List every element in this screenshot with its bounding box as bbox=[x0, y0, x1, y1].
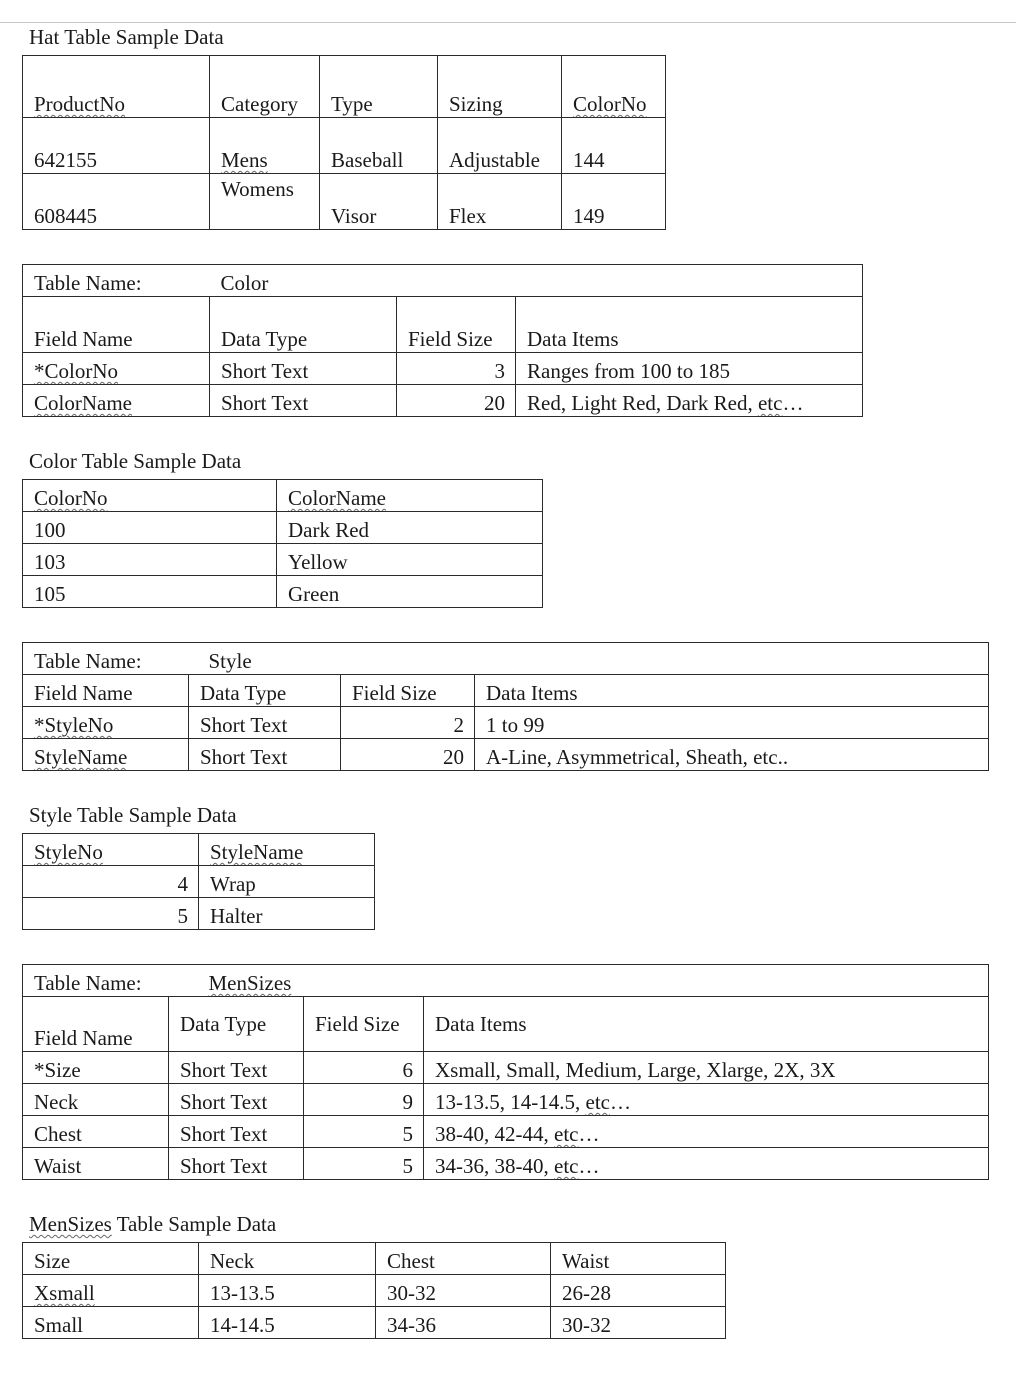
table-name-value: Style bbox=[189, 643, 341, 675]
cell: Green bbox=[277, 576, 543, 608]
cell: Mens bbox=[210, 118, 320, 174]
cell: Visor bbox=[320, 174, 438, 230]
blank-cell bbox=[475, 643, 989, 675]
header-data-items: Data Items bbox=[424, 997, 989, 1052]
header-styleno: StyleNo bbox=[23, 834, 199, 866]
cell: 2 bbox=[341, 707, 475, 739]
table-row bbox=[23, 544, 543, 576]
color-sample-caption: Color Table Sample Data bbox=[29, 449, 242, 473]
blank-cell bbox=[304, 965, 424, 997]
cell-text: *ColorNo bbox=[34, 359, 118, 383]
table-header-row bbox=[23, 480, 543, 512]
cell-text: Xsmall bbox=[34, 1281, 95, 1305]
cell: Short Text bbox=[169, 1052, 304, 1084]
header-field-size: Field Size bbox=[341, 675, 475, 707]
cell: Womens bbox=[210, 174, 320, 230]
cell: 144 bbox=[562, 118, 666, 174]
table-header-row bbox=[23, 834, 375, 866]
cell: Short Text bbox=[169, 1116, 304, 1148]
cell: Short Text bbox=[169, 1084, 304, 1116]
header-data-type: Data Type bbox=[210, 297, 397, 353]
header-sizing: Sizing bbox=[438, 56, 562, 118]
cell: 5 bbox=[304, 1116, 424, 1148]
table-name-row bbox=[23, 643, 989, 675]
cell: 26-28 bbox=[551, 1275, 726, 1307]
cell: Adjustable bbox=[438, 118, 562, 174]
cell: Wrap bbox=[199, 866, 375, 898]
cell: Chest bbox=[23, 1116, 169, 1148]
table-row bbox=[23, 1148, 989, 1180]
cell: 13-13.5 bbox=[199, 1275, 376, 1307]
cell: 5 bbox=[304, 1148, 424, 1180]
cell: 103 bbox=[23, 544, 277, 576]
cell: 100 bbox=[23, 512, 277, 544]
cell: Yellow bbox=[277, 544, 543, 576]
cell: Flex bbox=[438, 174, 562, 230]
table-header-row bbox=[23, 56, 666, 118]
table-row bbox=[23, 1052, 989, 1084]
style-sample-caption: Style Table Sample Data bbox=[29, 803, 237, 827]
cell: Short Text bbox=[189, 707, 341, 739]
cell: 105 bbox=[23, 576, 277, 608]
cell: 13-13.5, 14-14.5, etc… bbox=[424, 1084, 989, 1116]
style-sample-table bbox=[22, 833, 375, 930]
header-size: Size bbox=[23, 1243, 199, 1275]
style-definition-table bbox=[22, 642, 989, 771]
blank-cell bbox=[516, 265, 863, 297]
cell: 34-36 bbox=[376, 1307, 551, 1339]
cell-text: *StyleNo bbox=[34, 713, 114, 737]
cell: 4 bbox=[23, 866, 199, 898]
cell: Short Text bbox=[169, 1148, 304, 1180]
cell: Short Text bbox=[210, 385, 397, 417]
table-row bbox=[23, 118, 666, 174]
cell: Short Text bbox=[189, 739, 341, 771]
cell bbox=[23, 707, 189, 739]
color-definition-table bbox=[22, 264, 863, 417]
cell: Xsmall, Small, Medium, Large, Xlarge, 2X, 3X bbox=[424, 1052, 989, 1084]
table-row bbox=[23, 385, 863, 417]
table-header-row bbox=[23, 1243, 726, 1275]
mensizes-definition-table bbox=[22, 964, 989, 1180]
cell: Ranges from 100 to 185 bbox=[516, 353, 863, 385]
table-row bbox=[23, 739, 989, 771]
table-name-label: Table Name: bbox=[23, 643, 189, 675]
cell: Short Text bbox=[210, 353, 397, 385]
header-field-size: Field Size bbox=[397, 297, 516, 353]
cell bbox=[23, 1275, 199, 1307]
etc-text: etc bbox=[757, 391, 783, 415]
cell: 608445 bbox=[23, 174, 210, 230]
cell bbox=[23, 739, 189, 771]
table-row bbox=[23, 1307, 726, 1339]
cell: Waist bbox=[23, 1148, 169, 1180]
cell: 6 bbox=[304, 1052, 424, 1084]
header-field-size: Field Size bbox=[304, 997, 424, 1052]
cell: 149 bbox=[562, 174, 666, 230]
table-row bbox=[23, 1275, 726, 1307]
cell: A-Line, Asymmetrical, Sheath, etc.. bbox=[475, 739, 989, 771]
table-header-row bbox=[23, 297, 863, 353]
table-row bbox=[23, 707, 989, 739]
header-category: Category bbox=[210, 56, 320, 118]
table-row bbox=[23, 898, 375, 930]
header-data-type: Data Type bbox=[189, 675, 341, 707]
cell bbox=[23, 385, 210, 417]
page-top-rule bbox=[0, 22, 1016, 23]
table-name-row bbox=[23, 265, 863, 297]
table-row bbox=[23, 576, 543, 608]
hat-sample-table bbox=[22, 55, 666, 230]
table-name-label: Table Name: bbox=[23, 265, 210, 297]
table-name-value: Color bbox=[210, 265, 397, 297]
header-colorno: ColorNo bbox=[562, 56, 666, 118]
cell: 30-32 bbox=[551, 1307, 726, 1339]
header-stylename: StyleName bbox=[199, 834, 375, 866]
cell: 9 bbox=[304, 1084, 424, 1116]
header-field-name: Field Name bbox=[23, 997, 169, 1052]
cell: 642155 bbox=[23, 118, 210, 174]
cell: 3 bbox=[397, 353, 516, 385]
cell: 34-36, 38-40, etc… bbox=[424, 1148, 989, 1180]
blank-cell bbox=[341, 643, 475, 675]
cell: Baseball bbox=[320, 118, 438, 174]
cell: *Size bbox=[23, 1052, 169, 1084]
cell: 14-14.5 bbox=[199, 1307, 376, 1339]
header-field-name: Field Name bbox=[23, 297, 210, 353]
header-waist: Waist bbox=[551, 1243, 726, 1275]
header-colorno: ColorNo bbox=[23, 480, 277, 512]
header-neck: Neck bbox=[199, 1243, 376, 1275]
table-row bbox=[23, 174, 666, 230]
table-header-row bbox=[23, 997, 989, 1052]
blank-cell bbox=[424, 965, 989, 997]
cell: Dark Red bbox=[277, 512, 543, 544]
header-data-items: Data Items bbox=[475, 675, 989, 707]
etc-text: etc bbox=[585, 1090, 610, 1114]
cell: 20 bbox=[341, 739, 475, 771]
etc-text: etc bbox=[554, 1122, 579, 1146]
table-row bbox=[23, 353, 863, 385]
table-header-row bbox=[23, 675, 989, 707]
mensizes-sample-caption: MenSizes Table Sample Data bbox=[29, 1212, 277, 1236]
cell: 1 to 99 bbox=[475, 707, 989, 739]
table-row bbox=[23, 1084, 989, 1116]
header-type: Type bbox=[320, 56, 438, 118]
table-name-row bbox=[23, 965, 989, 997]
header-data-items: Data Items bbox=[516, 297, 863, 353]
mensizes-sample-table bbox=[22, 1242, 726, 1339]
etc-text: etc bbox=[554, 1154, 579, 1178]
cell: Small bbox=[23, 1307, 199, 1339]
table-row bbox=[23, 512, 543, 544]
cell: 5 bbox=[23, 898, 199, 930]
cell: 30-32 bbox=[376, 1275, 551, 1307]
header-chest: Chest bbox=[376, 1243, 551, 1275]
blank-cell bbox=[397, 265, 516, 297]
table-name-label: Table Name: bbox=[23, 965, 169, 997]
cell: Halter bbox=[199, 898, 375, 930]
cell: Red, Light Red, Dark Red, etc… bbox=[516, 385, 863, 417]
cell-text: StyleName bbox=[34, 745, 128, 769]
cell: 20 bbox=[397, 385, 516, 417]
cell: 38-40, 42-44, etc… bbox=[424, 1116, 989, 1148]
table-row bbox=[23, 1116, 989, 1148]
cell-text: ColorName bbox=[34, 391, 132, 415]
header-productno: ProductNo bbox=[23, 56, 210, 118]
table-name-value: MenSizes bbox=[169, 965, 304, 997]
table-row bbox=[23, 866, 375, 898]
cell bbox=[23, 353, 210, 385]
header-colorname: ColorName bbox=[277, 480, 543, 512]
cell: Neck bbox=[23, 1084, 169, 1116]
hat-sample-caption: Hat Table Sample Data bbox=[29, 25, 224, 49]
header-field-name: Field Name bbox=[23, 675, 189, 707]
header-data-type: Data Type bbox=[169, 997, 304, 1052]
color-sample-table bbox=[22, 479, 543, 608]
